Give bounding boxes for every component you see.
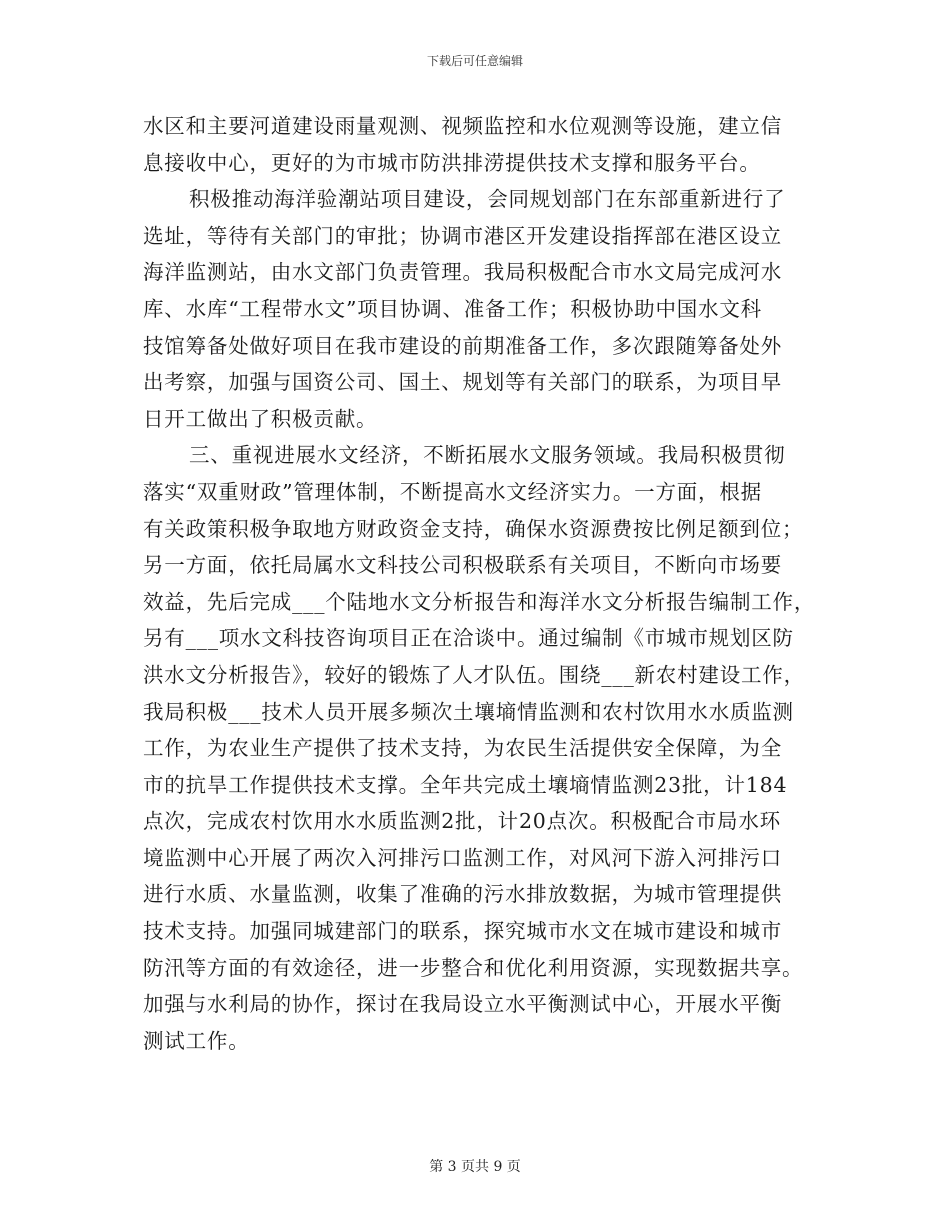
text-line: 效益，先后完成___个陆地水文分析报告和海洋水文分析报告编制工作， — [143, 589, 816, 614]
text-line: 另一方面，依托局属水文科技公司积极联系有关项目，不断向市场要 — [143, 553, 782, 578]
text-line: 洪水文分析报告》，较好的锻炼了人才队伍。围绕___新农村建设工作， — [143, 662, 805, 687]
text-line: 点次，完成农村饮用水水质监测2批，计20点次。积极配合市局水环 — [143, 809, 781, 834]
text-line: 出考察，加强与国资公司、国土、规划等有关部门的联系，为项目早 — [143, 370, 782, 395]
document-body — [143, 108, 816, 1059]
text-line: 库、水库“工程带水文”项目协调、准备工作；积极协助中国水文科 — [143, 296, 762, 321]
text-line: 落实“双重财政”管理体制，不断提高水文经济实力。一方面，根据 — [143, 479, 762, 504]
paragraph-first-line: 积极推动海洋验潮站项目建设，会同规划部门在东部重新进行了 — [189, 187, 786, 212]
page-number: 第 3 页共 9 页 — [429, 1159, 521, 1175]
paragraph-first-line: 三、重视进展水文经济，不断拓展水文服务领域。我局积极贯彻 — [189, 443, 786, 468]
text-line: 我局积极___技术人员开展多频次土壤墒情监测和农村饮用水水质监测 — [143, 699, 794, 724]
text-line: 水区和主要河道建设雨量观测、视频监控和水位观测等设施，建立信 — [143, 114, 782, 138]
text-line: 日开工做出了积极贡献。 — [143, 406, 378, 431]
text-line: 防汛等方面的有效途径，进一步整合和优化利用资源，实现数据共享。 — [143, 955, 804, 980]
text-line: 息接收中心，更好的为市城市防洪排涝提供技术支撑和服务平台。 — [143, 150, 761, 175]
text-line: 进行水质、水量监测，收集了准确的污水排放数据，为城市管理提供 — [143, 882, 782, 907]
text-line: 测试工作。 — [143, 1028, 250, 1053]
text-line: 市的抗旱工作提供技术支撑。全年共完成土壤墒情监测23批，计184 — [143, 772, 788, 797]
text-line: 有关政策积极争取地方财政资金支持，确保水资源费按比例足额到位； — [143, 516, 804, 541]
text-line: 工作，为农业生产提供了技术支持，为农民生活提供安全保障，为全 — [143, 736, 782, 761]
text-line: 技术支持。加强同城建部门的联系，探究城市水文在城市建设和城市 — [143, 919, 782, 944]
text-line: 技馆筹备处做好项目在我市建设的前期准备工作，多次跟随筹备处外 — [143, 333, 782, 358]
text-line: 选址，等待有关部门的审批；协调市港区开发建设指挥部在港区设立 — [143, 223, 782, 248]
text-line: 境监测中心开展了两次入河排污口监测工作，对风河下游入河排污口 — [143, 845, 782, 870]
text-line: 加强与水利局的协作，探讨在我局设立水平衡测试中心，开展水平衡 — [143, 992, 782, 1017]
text-line: 海洋监测站，由水文部门负责管理。我局积极配合市水文局完成河水 — [143, 260, 782, 285]
text-line: 另有___项水文科技咨询项目正在洽谈中。通过编制《市城市规划区防 — [143, 626, 794, 651]
page-header: 下载后可任意编辑 — [426, 54, 523, 68]
